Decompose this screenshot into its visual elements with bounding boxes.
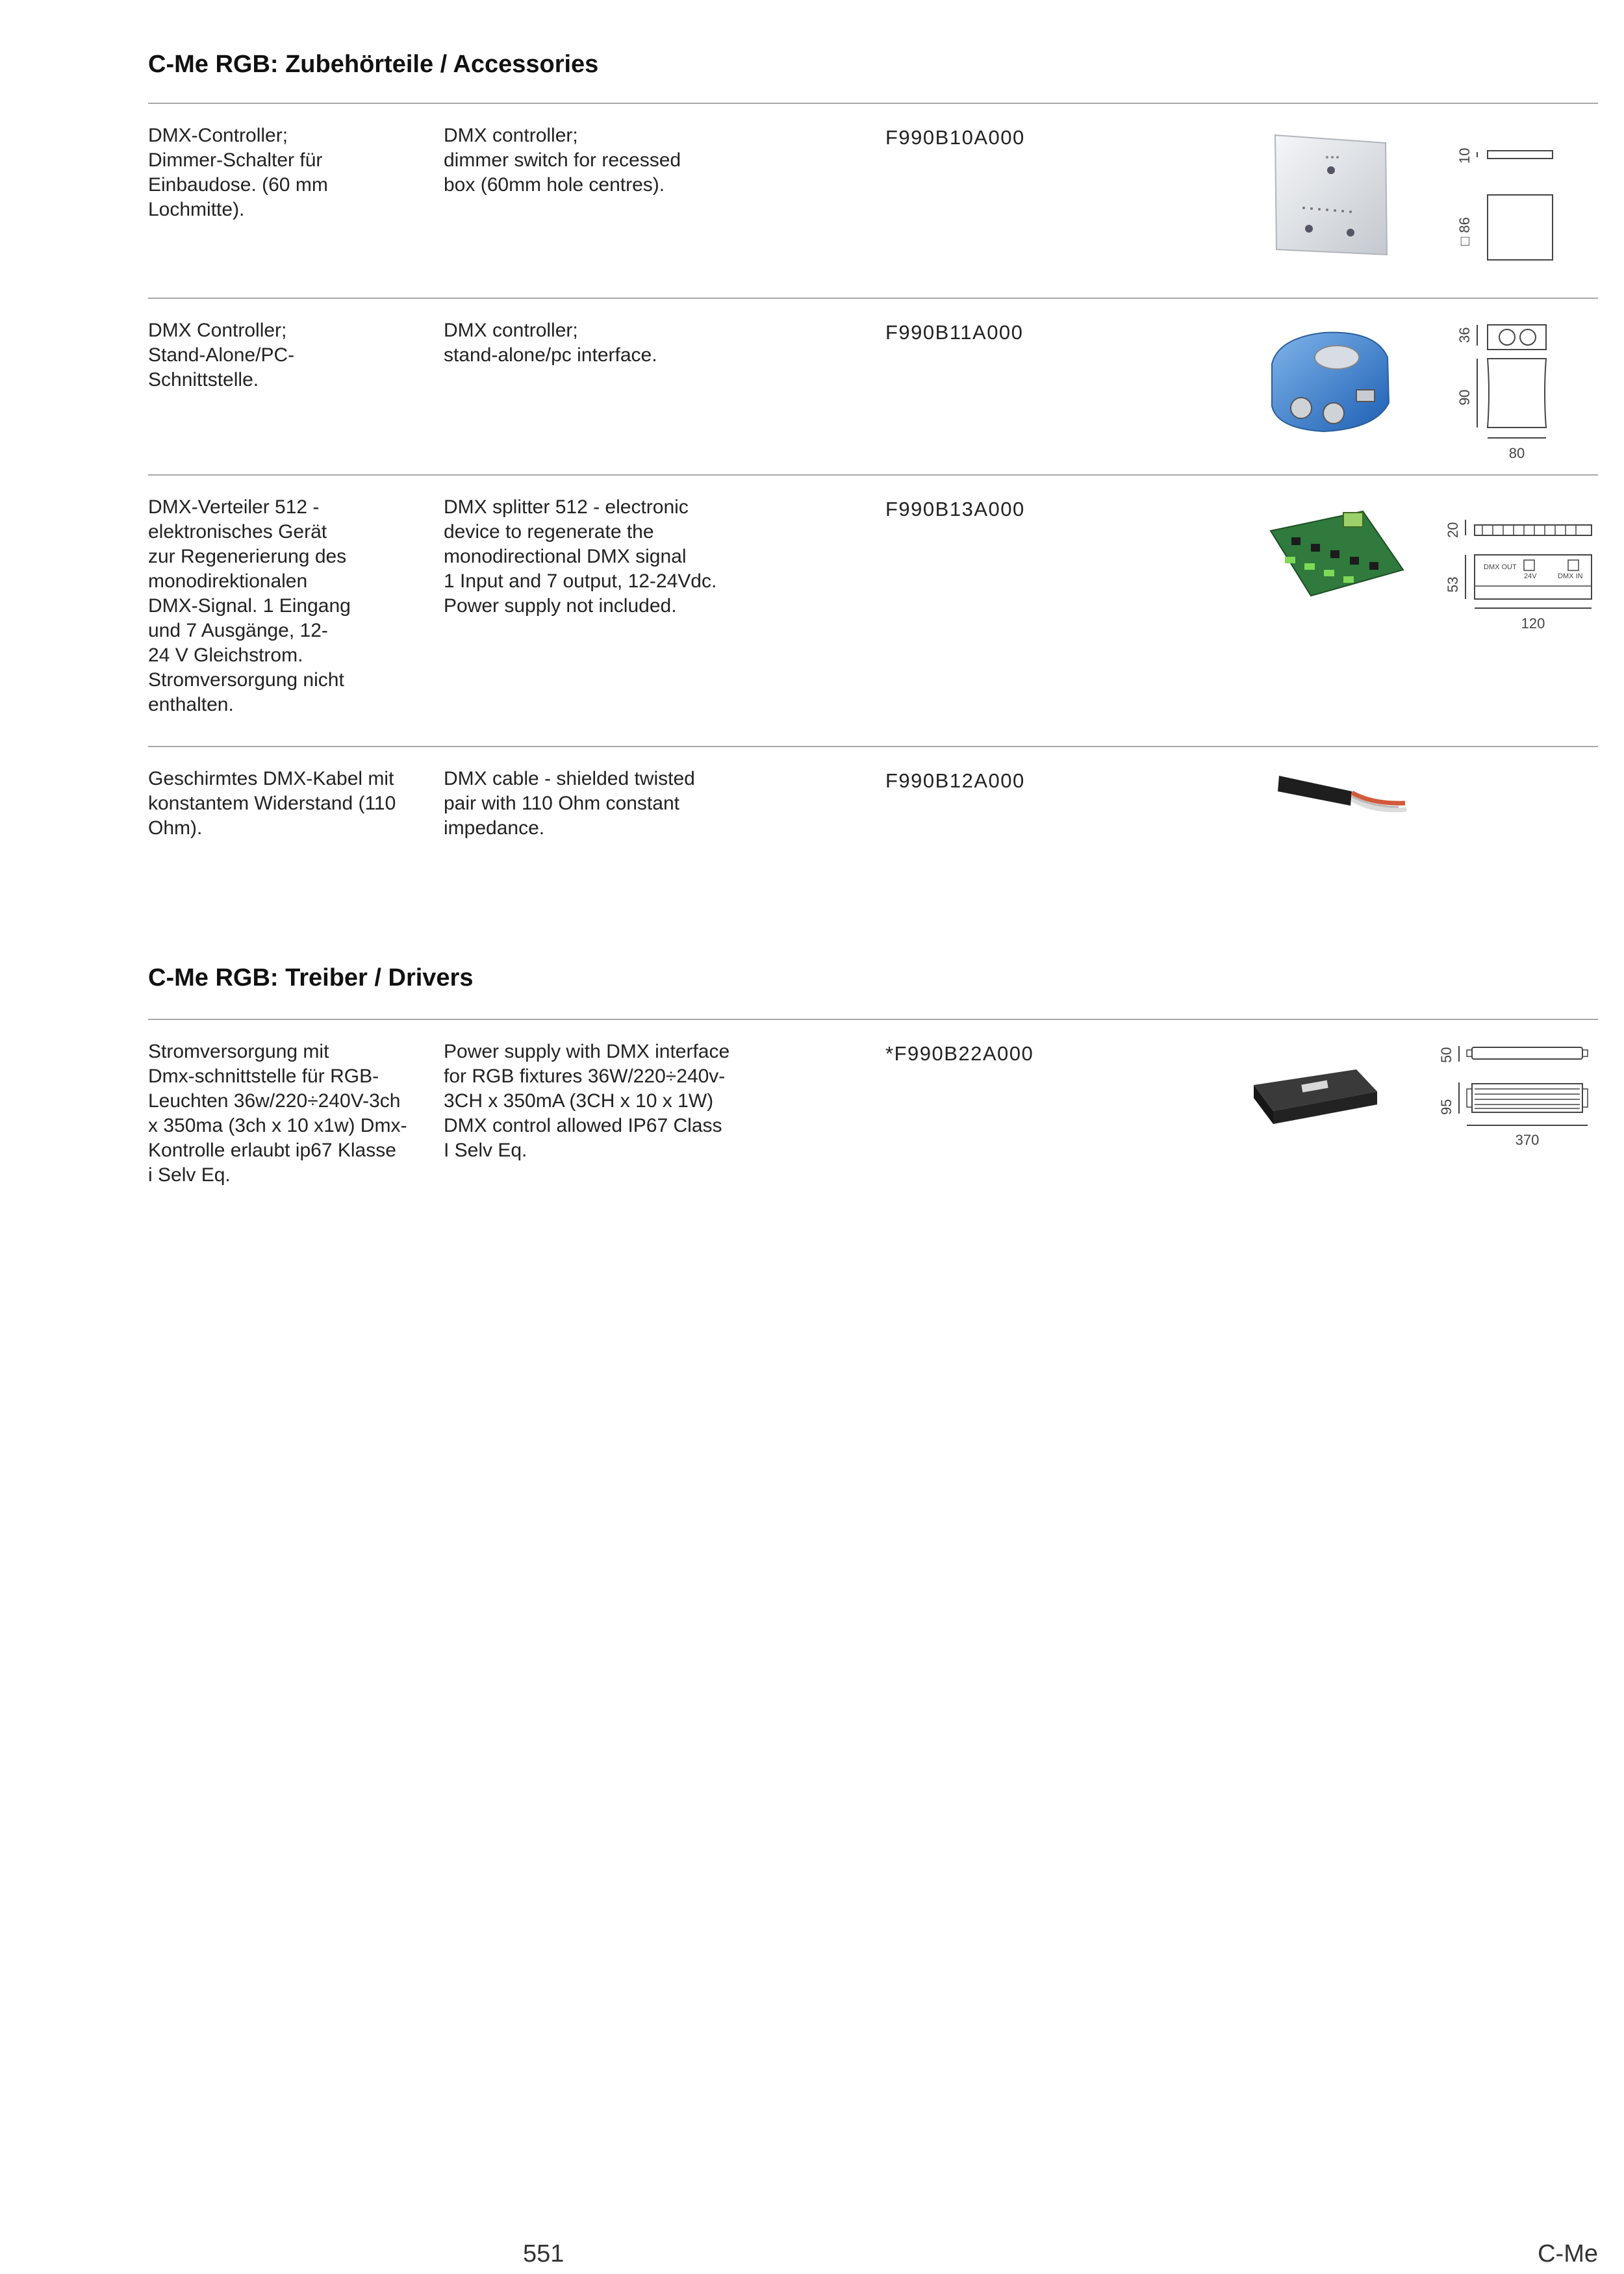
description-de: DMX-Controller; Dimmer-Schalter für Einbaudose. (60 mm Lochmitte).	[148, 125, 328, 220]
row-divider	[148, 474, 1598, 476]
board-label-24v: 24V	[1524, 572, 1537, 580]
dim-width: 370	[1515, 1132, 1540, 1148]
description-de: DMX Controller; Stand-Alone/PC- Schnittstelle.	[148, 320, 295, 390]
dimension-drawing	[1421, 1040, 1598, 1176]
description-en: Power supply with DMX interface for RGB fixtures 36W/220÷240v- 3CH x 350mA (3CH x 10 x 1W) DMX control allowed IP67 Class I Selv Eq.	[444, 1041, 730, 1161]
section-title-accessories: C-Me RGB: Zubehörteile / Accessories	[148, 51, 599, 78]
dmx-wall-controller-photo	[1262, 131, 1399, 261]
row-divider	[148, 746, 1598, 747]
dimension-drawing	[1428, 495, 1598, 645]
section-rule	[148, 103, 1598, 104]
dim-height: 20	[1445, 522, 1461, 538]
board-label-out: DMX OUT	[1484, 563, 1517, 571]
dim-depth: 95	[1438, 1099, 1454, 1115]
dim-height: 50	[1438, 1047, 1454, 1063]
dmx-cable-photo	[1275, 767, 1431, 825]
description-en: DMX cable - shielded twisted pair with 110 Ohm constant impedance.	[444, 768, 695, 839]
dim-width: 80	[1508, 445, 1525, 461]
dmx-power-supply-photo	[1247, 1066, 1384, 1137]
section-rule	[148, 1019, 1598, 1020]
article-code: F990B10A000	[885, 126, 1025, 149]
dim-depth: 90	[1456, 389, 1473, 405]
board-label-in: DMX IN	[1558, 572, 1583, 580]
product-family-label: C-Me	[1538, 2240, 1598, 2268]
description-de: Stromversorgung mit Dmx-schnittstelle für RGB- Leuchten 36w/220÷240V-3ch x 350ma (3ch x 10 x1w) Dmx- Kontrolle erlaubt ip67 Klasse i Selv Eq.	[148, 1041, 407, 1186]
section-title-drivers: C-Me RGB: Treiber / Drivers	[148, 964, 474, 991]
article-code: F990B12A000	[885, 769, 1025, 792]
description-de: DMX-Verteiler 512 - elektronisches Gerät zur Regenerierung des monodirektionalen DMX-Signal. 1 Eingang und 7 Ausgänge, 12- 24 V Gleichstrom. Stromversorgung nicht enthalten.	[148, 496, 351, 715]
dim-size: □ 86	[1456, 217, 1473, 246]
description-en: DMX controller; stand-alone/pc interface.	[444, 320, 657, 366]
page-number: 551	[523, 2240, 565, 2268]
description-en: DMX splitter 512 - electronic device to regenerate the monodirectional DMX signal 1 Input and 7 output, 12-24Vdc. Power supply not included.	[444, 496, 717, 617]
article-code: *F990B22A000	[885, 1042, 1034, 1065]
dimension-drawing	[1447, 130, 1598, 279]
dim-depth: 10	[1456, 147, 1473, 164]
description-en: DMX controller; dimmer switch for recessed box (60mm hole centres).	[444, 125, 681, 196]
description-de: Geschirmtes DMX-Kabel mit konstantem Widerstand (110 Ohm).	[148, 768, 396, 839]
row-divider	[148, 298, 1598, 299]
dim-depth: 53	[1445, 576, 1461, 593]
dmx-splitter-board-photo	[1265, 505, 1408, 612]
dim-width: 120	[1521, 615, 1545, 632]
dim-height: 36	[1456, 327, 1473, 343]
article-code: F990B13A000	[885, 498, 1025, 520]
article-code: F990B11A000	[885, 321, 1024, 344]
dmx-interface-box-photo	[1265, 325, 1395, 435]
dimension-drawing	[1447, 318, 1598, 468]
